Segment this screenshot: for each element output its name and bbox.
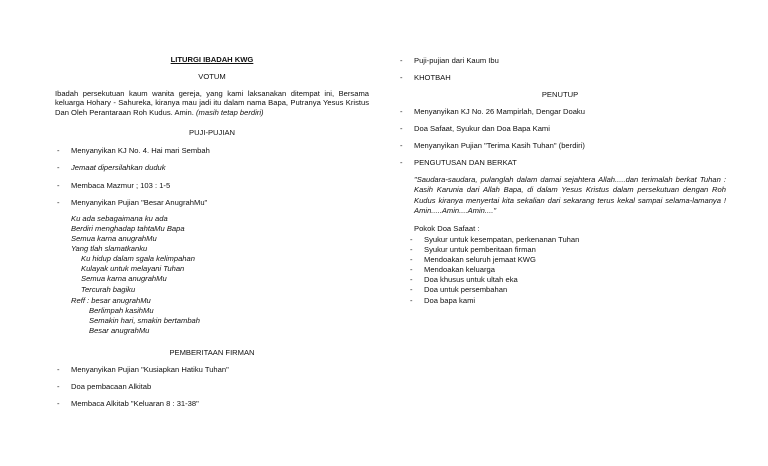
penutup-heading: PENUTUP xyxy=(541,90,579,99)
list-item-text: Mendoakan seluruh jemaat KWG xyxy=(424,255,536,264)
bullet-dash: - xyxy=(410,296,413,305)
list-item-text: Mendoakan keluarga xyxy=(424,265,495,274)
votum-text: Ibadah persekutuan kaum wanita gereja, yang kami laksanakan ditempat ini, Bersama keluarga Hohary - Sahureka, kiranya mau jadi itu dalam nama Bapa, Putranya Yesus Kristus Dan Oleh Perantaraan Roh Kudus. Amin. xyxy=(55,89,369,117)
firman-heading: PEMBERITAAN FIRMAN xyxy=(169,348,255,357)
list-item-text: Puji-pujian dari Kaum Ibu xyxy=(414,56,499,65)
lyric-line: Ku hidup dalam sgala kelimpahan xyxy=(81,254,195,263)
bullet-dash: - xyxy=(410,255,413,264)
bullet-dash: - xyxy=(410,235,413,244)
bullet-dash: - xyxy=(400,107,403,116)
bullet-dash: - xyxy=(410,265,413,274)
bullet-dash: - xyxy=(400,158,403,167)
bullet-dash: - xyxy=(410,285,413,294)
lyric-line: Kulayak untuk melayani Tuhan xyxy=(81,264,185,273)
lyric-line: Semua karna anugrahMu xyxy=(81,274,167,283)
bullet-dash: - xyxy=(410,245,413,254)
list-item-text: Doa untuk persembahan xyxy=(424,285,508,294)
bullet-dash: - xyxy=(57,163,60,172)
puji-heading: PUJI-PUJIAN xyxy=(189,128,235,137)
list-item-text: Menyanyikan KJ No. 4. Hai mari Sembah xyxy=(71,146,210,155)
bullet-dash: - xyxy=(57,365,60,374)
bullet-dash: - xyxy=(400,124,403,133)
lyric-line: Yang tlah slamatkanku xyxy=(71,244,148,253)
bullet-dash: - xyxy=(57,146,60,155)
document-title: LITURGI IBADAH KWG xyxy=(170,55,254,64)
list-item-text: Menyanyikan KJ No. 26 Mampirlah, Dengar Doaku xyxy=(414,107,585,116)
votum-note: (masih tetap berdiri) xyxy=(196,107,264,117)
bullet-dash: - xyxy=(57,198,60,207)
list-item-text: Syukur untuk pemberitaan firman xyxy=(424,245,536,254)
votum-heading: VOTUM xyxy=(198,72,226,81)
list-item-text: Doa bapa kami xyxy=(424,296,476,305)
lyric-line: Berdiri menghadap tahtaMu Bapa xyxy=(71,224,185,233)
bullet-dash: - xyxy=(57,399,60,408)
votum-paragraph xyxy=(55,89,369,117)
bullet-dash: - xyxy=(57,181,60,190)
lyric-line: Tercurah bagiku xyxy=(81,285,136,294)
bullet-dash: - xyxy=(400,56,403,65)
list-item-text: Syukur untuk kesempatan, perkenanan Tuhan xyxy=(424,235,580,244)
lyric-line: Besar anugrahMu xyxy=(89,326,150,335)
bullet-dash: - xyxy=(400,73,403,82)
lyric-line: Reff : besar anugrahMu xyxy=(71,296,151,305)
list-item-text: Membaca Mazmur ; 103 : 1-5 xyxy=(71,181,171,190)
bullet-dash: - xyxy=(410,275,413,284)
list-item-text: Doa pembacaan Alkitab xyxy=(71,382,152,391)
list-item-text: PENGUTUSAN DAN BERKAT xyxy=(414,158,517,167)
lyric-line: Ku ada sebagaimana ku ada xyxy=(71,214,168,223)
lyric-line: Berlimpah kasihMu xyxy=(89,306,154,315)
lyric-line: Semua karna anugrahMu xyxy=(71,234,157,243)
blessing-text: "Saudara-saudara, pulanglah dalam damai sejahtera Allah.....dan terimalah berkat Tuhan : Kasih Karunia dari Allah Bapa, di dalam Yesus Kristus dalam persekutuan dengan Roh Kudus kiranya menyertai kita sekalian dari sekarang terus kekal sampai selama-lamanya ! Amin.....Amin....Amin...." xyxy=(414,175,726,216)
list-item-text: Jemaat dipersilahkan duduk xyxy=(71,163,166,172)
list-item-text: Menyanyikan Pujian "Kusiapkan Hatiku Tuhan" xyxy=(71,365,229,374)
list-item-text: KHOTBAH xyxy=(414,73,451,82)
list-item-text: Doa Safaat, Syukur dan Doa Bapa Kami xyxy=(414,124,550,133)
bullet-dash: - xyxy=(57,382,60,391)
list-item-text: Membaca Alkitab "Keluaran 8 : 31-38" xyxy=(71,399,199,408)
list-item-text: Menyanyikan Pujian "Terima Kasih Tuhan" (berdiri) xyxy=(414,141,585,150)
list-item-text: Menyanyikan Pujian "Besar AnugrahMu" xyxy=(71,198,208,207)
lyric-line: Semakin hari, smakin bertambah xyxy=(89,316,201,325)
list-item-text: Doa khusus untuk ultah eka xyxy=(424,275,518,284)
bullet-dash: - xyxy=(400,141,403,150)
pokok-heading: Pokok Doa Safaat : xyxy=(414,224,480,233)
